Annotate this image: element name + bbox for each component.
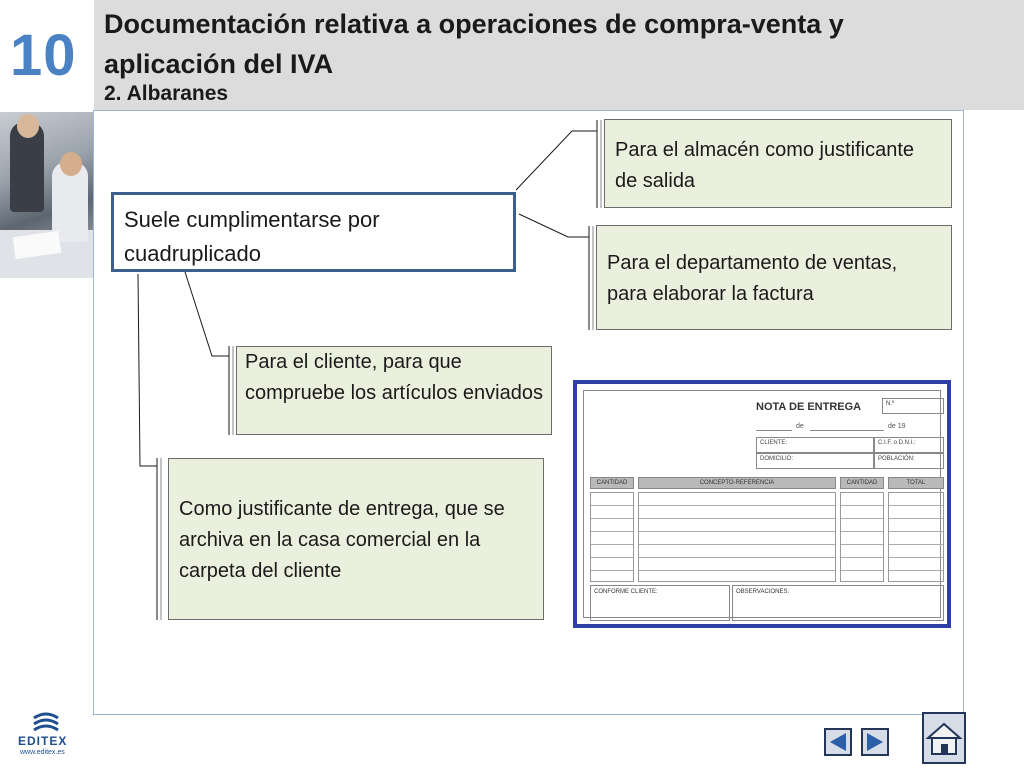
cells-concepto bbox=[638, 492, 836, 582]
col-header-cantidad-2: CANTIDAD bbox=[840, 477, 884, 489]
photo-person-head bbox=[17, 114, 39, 138]
triangle-right-icon bbox=[863, 730, 887, 754]
col-header-cantidad: CANTIDAD bbox=[590, 477, 634, 489]
delivery-note-form bbox=[573, 380, 951, 628]
delivery-note-title: NOTA DE ENTREGA bbox=[756, 401, 862, 413]
delivery-note-number-field: N.º bbox=[882, 398, 944, 414]
branch-almacen-note: Para el almacén como justificante de salida bbox=[604, 119, 952, 208]
date-de-label: de bbox=[796, 423, 804, 430]
slide-subtitle: 2. Albaranes bbox=[104, 82, 229, 105]
branch-cliente-note: Para el cliente, para que compruebe los artículos enviados bbox=[236, 346, 552, 435]
editex-logo bbox=[18, 712, 74, 760]
date-line bbox=[756, 430, 792, 431]
slide-title: Documentación relativa a operaciones de compra-venta y aplicación del IVA bbox=[104, 9, 844, 79]
chapter-number: 10 bbox=[10, 23, 77, 88]
conforme-cliente-box: CONFORME CLIENTE: bbox=[590, 585, 730, 621]
cif-field bbox=[874, 437, 944, 453]
office-people-photo bbox=[0, 112, 94, 278]
date-line bbox=[810, 430, 884, 431]
cells-cantidad-2 bbox=[840, 492, 884, 582]
client-field bbox=[756, 437, 874, 453]
photo-person-head bbox=[60, 152, 82, 176]
town-field bbox=[874, 453, 944, 469]
cells-total bbox=[888, 492, 944, 582]
editex-url: www.editex.es bbox=[20, 749, 65, 756]
branch-archivo-note: Como justificante de entrega, que se archiva en la casa comercial en la carpeta del cliente bbox=[168, 458, 544, 620]
client-label: CLIENTE: bbox=[760, 440, 788, 446]
col-header-total: TOTAL bbox=[888, 477, 944, 489]
editex-logo-text: EDITEX bbox=[18, 734, 68, 748]
cells-cantidad bbox=[590, 492, 634, 582]
main-concept-box: Suele cumplimentarse por cuadruplicado bbox=[111, 192, 516, 272]
delivery-note-inner bbox=[583, 390, 941, 618]
home-button[interactable] bbox=[922, 712, 966, 764]
branch-ventas-note: Para el departamento de ventas, para elaborar la factura bbox=[596, 225, 952, 330]
cif-label: C.I.F. o D.N.I.: bbox=[878, 440, 916, 446]
chapter-box bbox=[0, 0, 94, 110]
address-field bbox=[756, 453, 874, 469]
date-year-label: de 19 bbox=[888, 423, 906, 430]
town-label: POBLACIÓN: bbox=[878, 456, 915, 462]
observaciones-box: OBSERVACIONES: bbox=[732, 585, 944, 621]
editex-logo-icon bbox=[32, 712, 60, 732]
col-header-concepto: CONCEPTO-REFERENCIA bbox=[638, 477, 836, 489]
next-slide-button[interactable] bbox=[861, 728, 889, 756]
triangle-left-icon bbox=[826, 730, 850, 754]
previous-slide-button[interactable] bbox=[824, 728, 852, 756]
address-label: DOMICILIO: bbox=[760, 456, 794, 462]
home-icon bbox=[924, 714, 964, 762]
